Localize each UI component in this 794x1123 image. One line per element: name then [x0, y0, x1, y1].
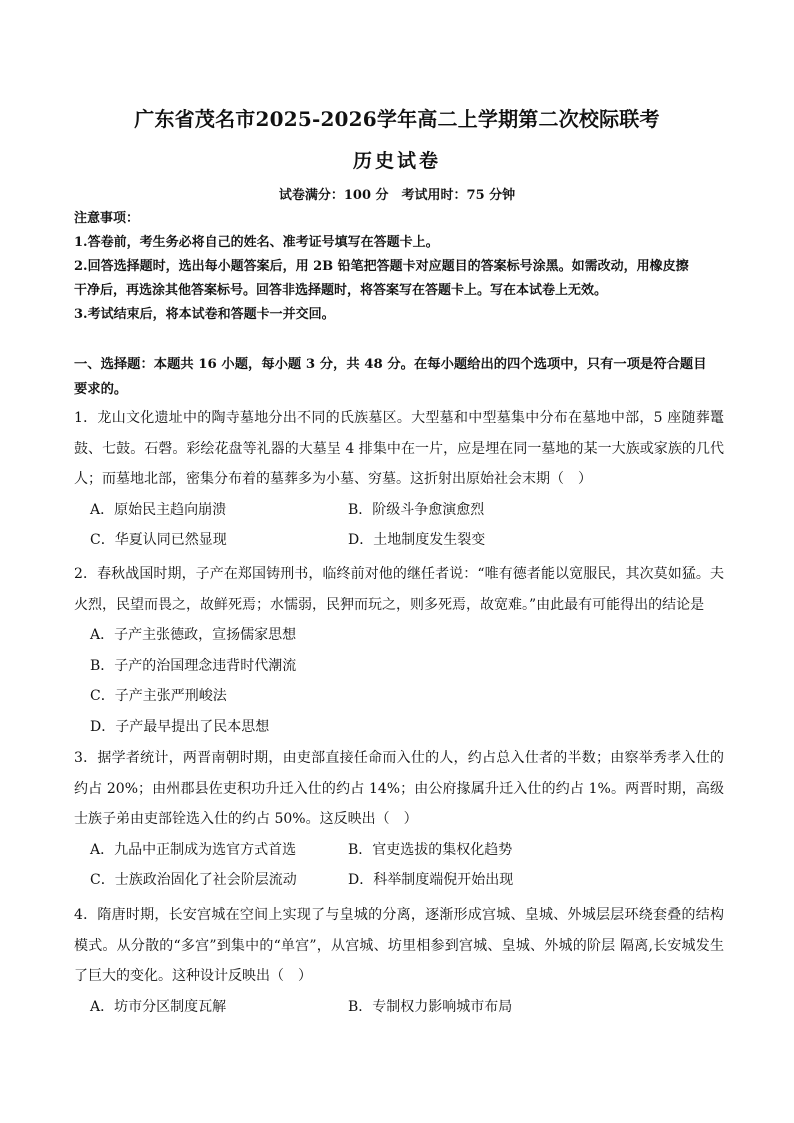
- question-stem: 2．春秋战国时期，子产在郑国铸刑书，临终前对他的继任者说：“唯有德者能以宽服民，其次莫如猛。夫火烈，民望而畏之，故鲜死焉；水懦弱，民狎而玩之，则多死焉，故宽难。”由此最有可能得出的结论是: [74, 566, 724, 613]
- option-row: [74, 495, 724, 526]
- section-line: 要求的。: [74, 382, 128, 397]
- notes-item: 1.答卷前，考生务必将自己的姓名、准考证号填写在答题卡上。: [74, 235, 439, 250]
- option-c: C．子产主张严刑峻法: [90, 688, 227, 704]
- option-b: B．阶级斗争愈演愈烈: [348, 501, 485, 518]
- question-stem: 3．据学者统计，两晋南朝时期，由吏部直接任命而入仕的人，约占总入仕者的半数；由察举秀孝入仕的约占 20%；由州郡县佐吏积功升迁入仕的约占 14%；由公府掾属升迁入仕的约占 1%。两晋时期，高级士族子弟由吏部铨选入仕的约占 50%。这反映出（ ）: [74, 750, 724, 827]
- question-4: [74, 900, 724, 1022]
- notes-block: [74, 207, 724, 327]
- option-a: A．坊市分区制度瓦解: [90, 998, 227, 1015]
- notes-item: 2.回答选择题时，选出每小题答案后，用 2B 铅笔把答题卡对应题目的答案标号涂黑。如需改动，用橡皮擦: [74, 259, 689, 274]
- exam-meta: 试卷满分：100 分 考试用时：75 分钟: [278, 188, 516, 203]
- section-heading: [74, 352, 724, 402]
- section-line: 一、选择题：本题共 16 小题，每小题 3 分，共 48 分。在每小题给出的四个选项中，只有一项是符合题目: [74, 357, 707, 372]
- notes-item: 干净后，再选涂其他答案标号。回答非选择题时，将答案写在答题卡上。写在本试卷上无效。: [74, 283, 608, 298]
- option-d: D．土地制度发生裂变: [348, 532, 486, 548]
- option-b: B．子产的治国理念违背时代潮流: [90, 657, 297, 674]
- option-d: D．科举制度端倪开始出现: [348, 872, 514, 888]
- option-d: D．子产最早提出了民本思想: [90, 718, 270, 735]
- option-row: [74, 835, 724, 866]
- option-row: [74, 865, 724, 896]
- option-c: C．华夏认同已然显现: [90, 532, 227, 548]
- notes-item: 3.考试结束后，将本试卷和答题卡一并交回。: [74, 307, 335, 322]
- question-stem: 4．隋唐时期，长安宫城在空间上实现了与皇城的分离，逐渐形成宫城、皇城、外城层层环绕套叠的结构模式。从分散的“多宫”到集中的“单宫”，从宫城、坊里相参到宫城、皇城、外城的阶层 隔离,长安城发生了巨大的变化。这种设计反映出（ ）: [74, 907, 724, 984]
- option-b: B．专制权力影响城市布局: [348, 998, 513, 1015]
- option-a: A．九品中正制成为选官方式首选: [90, 841, 297, 858]
- option-row: [74, 525, 724, 556]
- notes-heading: 注意事项：: [74, 211, 140, 226]
- exam-subtitle: 历史试卷: [352, 150, 441, 172]
- question-2: [74, 559, 724, 742]
- exam-title: 广东省茂名市2025-2026学年高二上学期第二次校际联考: [134, 107, 660, 131]
- option-a: A．原始民主趋向崩溃: [90, 501, 227, 518]
- option-b: B．官吏选拔的集权化趋势: [348, 841, 513, 858]
- question-stem: 1．龙山文化遗址中的陶寺墓地分出不同的氏族墓区。大型墓和中型墓集中分布在墓地中部，5 座随葬鼍鼓、七鼓。石磬。彩绘花盘等礼器的大墓呈 4 排集中在一片，应是埋在同一墓地的某一大族或家族的几代人；而墓地北部，密集分布着的墓葬多为小墓、穷墓。这折射出原始社会末期（ ）: [74, 410, 724, 487]
- question-3: [74, 743, 724, 896]
- question-1: [74, 403, 724, 556]
- option-row: [74, 992, 724, 1023]
- option-c: C．士族政治固化了社会阶层流动: [90, 872, 297, 888]
- option-a: A．子产主张德政，宣扬儒家思想: [90, 627, 297, 643]
